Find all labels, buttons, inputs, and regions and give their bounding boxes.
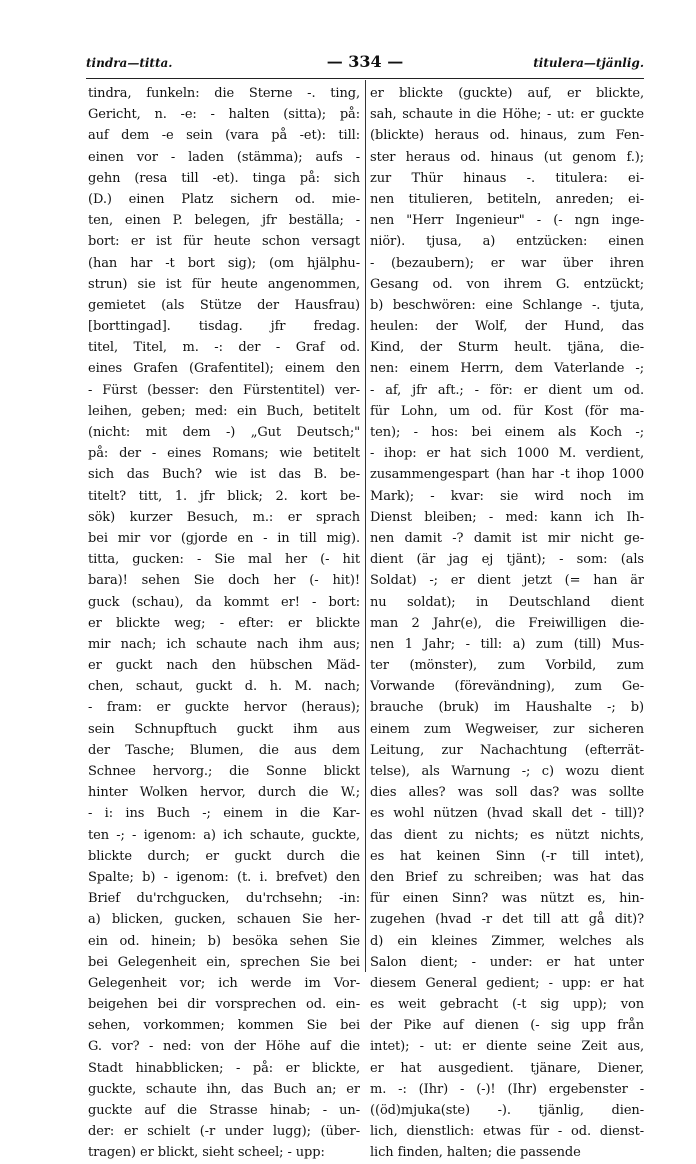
text-line: sein Schnupftuch guckt ihm aus [88, 721, 360, 737]
text-line: intet); - ut: er diente seine Zeit aus, [370, 1039, 644, 1055]
text-line: nu soldat); in Deutschland dient [370, 594, 644, 610]
text-line: Soldat) -; er dient jetzt (= han är [370, 573, 644, 589]
text-line: Dienst bleiben; - med: kann ich Ih- [370, 509, 644, 525]
text-line: bei Gelegenheit ein, sprechen Sie bei [88, 954, 360, 970]
column-divider [365, 80, 366, 972]
page-header [86, 52, 644, 76]
text-line: ein od. hinein; b) besöka sehen Sie [88, 933, 360, 949]
text-line: für einen Sinn? was nützt es, hin- [370, 891, 644, 907]
text-line: zur Thür hinaus -. titulera: ei- [370, 170, 644, 186]
text-line: bei mir vor (gjorde en - in till mig). [88, 530, 360, 546]
text-line: Mark); - kvar: sie wird noch im [370, 488, 644, 504]
text-line: hinter Wolken hervor, durch die W.; [88, 785, 360, 801]
text-line: - ihop: er hat sich 1000 M. verdient, [370, 446, 644, 462]
text-line: heulen: der Wolf, der Hund, das [370, 319, 644, 335]
text-line: chen, schaut, guckt d. h. M. nach; [88, 679, 360, 695]
text-line: ten -; - igenom: a) ich schaute, guckte, [88, 827, 360, 843]
text-line: - af, jfr aft.; - för: er dient um od. [370, 382, 644, 398]
left-column [88, 83, 360, 1164]
text-line: titel, Titel, m. -: der - Graf od. [88, 340, 360, 356]
text-line: nen damit -? damit ist mir nicht ge- [370, 530, 644, 546]
text-line: Kind, der Sturm heult. tjäna, die- [370, 340, 644, 356]
text-line: guckte, schaute ihn, das Buch an; er [88, 1081, 360, 1097]
text-line: diesem General gedient; - upp: er hat [370, 975, 644, 991]
text-line: sök) kurzer Besuch, m.: er sprach [88, 509, 360, 525]
text-line: - fram: er guckte hervor (heraus); [88, 700, 360, 716]
text-line: einen vor - laden (stämma); aufs - [88, 149, 360, 165]
text-line: für Lohn, um od. für Kost (för ma- [370, 403, 644, 419]
text-line: es wohl nützen (hvad skall det - till)? [370, 806, 644, 822]
text-line: er blickte (guckte) auf, er blickte, [370, 86, 644, 101]
text-line: G. vor? - ned: von der Höhe auf die [88, 1039, 360, 1055]
text-line: a) blicken, gucken, schauen Sie her- [88, 912, 360, 928]
text-line: (han har -t bort sig); (om hjälphu- [88, 255, 360, 271]
text-line: Gelegenheit vor; ich werde im Vor- [88, 975, 360, 991]
text-line: Brief du'rchgucken, du'rchsehn; -in: [88, 891, 360, 907]
text-line: gehn (resa till -et). tinga på: sich [88, 170, 360, 186]
text-line: guckte auf die Strasse hinab; - un- [88, 1103, 360, 1118]
text-line: der Tasche; Blumen, die aus dem [88, 742, 360, 758]
text-line: lich finden, halten; die passende [370, 1145, 581, 1161]
text-line: sich das Buch? wie ist das B. be- [88, 467, 360, 483]
text-line: dient (är jag ej tjänt); - som: (als [370, 552, 644, 568]
text-line: nen titulieren, betiteln, anreden; ei- [370, 191, 644, 207]
text-line: er blickte weg; - efter: er blickte [88, 615, 360, 631]
text-line: dies alles? was soll das? was sollte [370, 785, 644, 801]
text-line: zugehen (hvad -r det till att gå dit)? [370, 912, 644, 928]
text-line: (blickte) heraus od. hinaus, zum Fen- [370, 128, 644, 144]
text-line: tragen) er blickt, sieht scheel; - upp: [88, 1145, 325, 1161]
text-line: lich, dienstlich: etwas für - od. dienst- [370, 1124, 644, 1140]
text-line: ((öd)mjuka(ste) -). tjänlig, dien- [370, 1103, 644, 1118]
text-line: nen 1 Jahr; - till: a) zum (till) Mus- [370, 636, 644, 652]
text-line: sehen, vorkommen; kommen Sie bei [88, 1018, 360, 1034]
text-line: er hat ausgedient. tjänare, Diener, [370, 1060, 644, 1076]
text-line: man 2 Jahr(e), die Freiwilligen die- [370, 615, 644, 631]
text-line: ten); - hos: bei einem als Koch -; [370, 425, 644, 440]
header-left-guide-word: tindra—titta. [86, 56, 173, 70]
text-line: tindra, funkeln: die Sterne -. ting, [88, 86, 360, 101]
text-line: bara)! sehen Sie doch her (- hit)! [88, 573, 360, 589]
right-column [370, 83, 644, 1164]
text-line: b) beschwören: eine Schlange -. tjuta, [370, 297, 644, 313]
text-line: titelt? titt, 1. jfr blick; 2. kort be- [88, 488, 360, 504]
text-line: guck (schau), da kommt er! - bort: [88, 594, 360, 610]
text-line: der Pike auf dienen (- sig upp från [370, 1018, 644, 1034]
header-right-guide-word: titulera—tjänlig. [533, 56, 644, 70]
text-line: på: der - eines Romans; wie betitelt [88, 446, 360, 462]
text-line: Spalte; b) - igenom: (t. i. brefvet) den [88, 869, 360, 885]
text-line: Gericht, n. -e: - halten (sitta); på: [88, 107, 360, 123]
text-line: strun) sie ist für heute angenommen, [88, 276, 360, 292]
text-line: Vorwande (förevändning), zum Ge- [370, 679, 644, 695]
header-rule [86, 78, 644, 79]
text-line: - (bezaubern); er war über ihren [370, 255, 644, 271]
text-line: - Fürst (besser: den Fürstentitel) ver- [88, 382, 360, 398]
text-line: der: er schielt (-r under lugg); (über- [88, 1124, 360, 1140]
text-line: brauche (bruk) im Haushalte -; b) [370, 700, 644, 716]
text-line: Gesang od. von ihrem G. entzückt; [370, 276, 644, 292]
text-line: es hat keinen Sinn (-r till intet), [370, 848, 644, 864]
text-line: ster heraus od. hinaus (ut genom f.); [370, 149, 644, 165]
text-line: telse), als Warnung -; c) wozu dient [370, 764, 644, 779]
text-line: beigehen bei dir vorsprechen od. ein- [88, 997, 360, 1013]
text-line: zusammengespart (han har -t ihop 1000 [370, 467, 644, 483]
text-line: Schnee hervorg.; die Sonne blickt [88, 764, 360, 779]
page-number: — 334 — [326, 52, 404, 71]
text-line: er guckt nach den hübschen Mäd- [88, 658, 360, 674]
text-line: nen: einem Herrn, dem Vaterlande -; [370, 361, 644, 377]
text-line: sah, schaute in die Höhe; - ut: er guckte [370, 107, 644, 123]
text-line: leihen, geben; med: ein Buch, betitelt [88, 403, 360, 419]
text-line: Stadt hinabblicken; - på: er blickte, [88, 1060, 360, 1076]
text-line: (D.) einen Platz sichern od. mie- [88, 191, 360, 207]
text-line: nen "Herr Ingenieur" - (- ngn inge- [370, 213, 644, 229]
text-line: - i: ins Buch -; einem in die Kar- [88, 806, 360, 822]
text-line: mir nach; ich schaute nach ihm aus; [88, 636, 360, 652]
text-line: ter (mönster), zum Vorbild, zum [370, 658, 644, 674]
text-line: titta, gucken: - Sie mal her (- hit [88, 552, 360, 568]
text-line: gemietet (als Stütze der Hausfrau) [88, 297, 360, 313]
text-line: m. -: (Ihr) - (-)! (Ihr) ergebenster - [370, 1081, 644, 1097]
text-line: blickte durch; er guckt durch die [88, 848, 360, 864]
text-line: bort: er ist für heute schon versagt [88, 234, 360, 250]
text-line: Leitung, zur Nachachtung (efterrät- [370, 742, 644, 758]
text-line: d) ein kleines Zimmer, welches als [370, 933, 644, 949]
text-line: einem zum Wegweiser, zur sicheren [370, 721, 644, 737]
text-line: es weit gebracht (-t sig upp); von [370, 997, 644, 1013]
text-line: den Brief zu schreiben; was hat das [370, 869, 644, 885]
text-line: eines Grafen (Grafentitel); einem den [88, 361, 360, 377]
text-line: [borttingad]. tisdag. jfr fredag. [88, 319, 360, 335]
text-line: auf dem -e sein (vara på -et): till: [88, 128, 360, 144]
text-line: (nicht: mit dem -) „Gut Deutsch;" [88, 425, 360, 440]
text-line: das dient zu nichts; es nützt nichts, [370, 827, 644, 843]
text-line: ten, einen P. belegen, jfr beställa; - [88, 213, 360, 229]
text-line: Salon dient; - under: er hat unter [370, 954, 644, 970]
text-line: niör). tjusa, a) entzücken: einen [370, 234, 644, 250]
